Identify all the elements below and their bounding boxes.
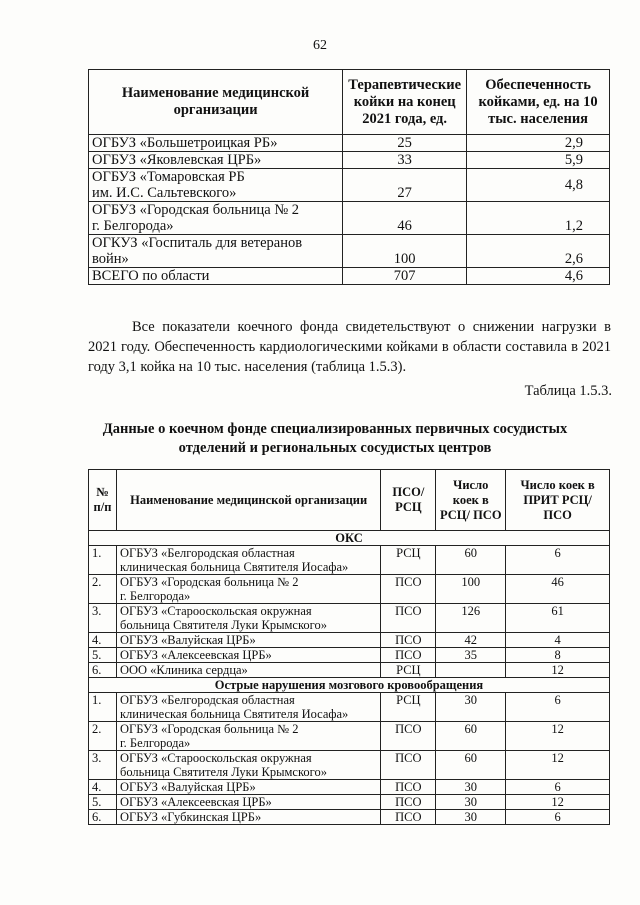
org-name (116, 546, 380, 575)
center-type: ПСО (381, 722, 436, 751)
body-paragraph: Все показатели коечного фонда свидетельствуют о снижении нагрузки в 2021 году. Обеспеченность кардиологическими койками в области составила в 2021 году 3,1 койка на 10 тыс. населения (таблица 1.5.3). (88, 319, 611, 375)
header-rate: Обеспеченность койками, ед. на 10 тыс. населения (467, 70, 610, 135)
org-name-line2: им. И.С. Сальтевского» (92, 185, 237, 201)
table-title-line1: Данные о коечном фонде специализированных первичных сосудистых (102, 421, 568, 437)
row-number: 3. (89, 604, 117, 633)
org-name-line1: ОГБУЗ «Городская больница № 2 (92, 202, 300, 218)
beds-value: 100 (436, 575, 506, 604)
org-name (116, 722, 380, 751)
table-row (89, 152, 610, 169)
section-title: Острые нарушения мозгового кровообращения (89, 678, 610, 693)
org-name (116, 810, 380, 825)
table-title-line2: отделений и региональных сосудистых центров (178, 440, 492, 456)
table-header-row (89, 470, 610, 531)
icu-beds-value: 6 (506, 810, 610, 825)
row-number: 4. (89, 633, 117, 648)
center-type: ПСО (381, 795, 436, 810)
center-type: РСЦ (381, 546, 436, 575)
org-name: ОГБУЗ «Яковлевская ЦРБ» (89, 152, 343, 169)
table-row (89, 202, 610, 235)
org-name-line1: ООО «Клиника сердца» (119, 663, 248, 677)
icu-beds-value: 12 (506, 722, 610, 751)
org-name-line1: ОГБУЗ «Городская больница № 2 (119, 722, 299, 736)
org-name-line1: ОГКУЗ «Госпиталь для ветеранов (92, 235, 303, 251)
org-name-line1: ОГБУЗ «Валуйская ЦРБ» (119, 780, 256, 794)
org-name (89, 169, 343, 202)
table-row-total (89, 268, 610, 285)
center-type: РСЦ (381, 663, 436, 678)
org-name-line1: ОГБУЗ «Томаровская РБ (92, 169, 245, 185)
row-number: 4. (89, 780, 117, 795)
center-type: ПСО (381, 780, 436, 795)
beds-value: 100 (343, 235, 467, 268)
rate-value: 5,9 (467, 152, 610, 169)
table-header-row (89, 70, 610, 135)
header-icu: Число коек в ПРИТ РСЦ/ПСО (506, 470, 610, 531)
icu-beds-value: 46 (506, 575, 610, 604)
org-name (116, 663, 380, 678)
rate-value: 4,8 (467, 169, 610, 202)
section-row (89, 531, 610, 546)
beds-value: 46 (343, 202, 467, 235)
row-number: 5. (89, 648, 117, 663)
icu-beds-value: 12 (506, 795, 610, 810)
icu-beds-value: 12 (506, 751, 610, 780)
page-number: 62 (313, 38, 327, 53)
table-row (89, 663, 610, 678)
table-body (89, 531, 610, 825)
table-row (89, 546, 610, 575)
table-row (89, 780, 610, 795)
row-number: 6. (89, 663, 117, 678)
org-name-line2: г. Белгорода» (119, 736, 191, 750)
rate-value: 1,2 (467, 202, 610, 235)
org-name-line2: больница Святителя Луки Крымского» (119, 618, 327, 632)
org-name (89, 235, 343, 268)
org-name-line1: ОГБУЗ «Алексеевская ЦРБ» (119, 795, 272, 809)
org-name (116, 604, 380, 633)
beds-value: 33 (343, 152, 467, 169)
org-name (89, 202, 343, 235)
org-name-line2: клиническая больница Святителя Иосафа» (119, 707, 349, 721)
row-number: 6. (89, 810, 117, 825)
org-name-line1: ОГБУЗ «Белгородская областная (119, 546, 295, 560)
table-label: Таблица 1.5.3. (524, 383, 612, 399)
header-org: Наименование медицинской организации (89, 70, 343, 135)
center-type: ПСО (381, 810, 436, 825)
org-name (116, 693, 380, 722)
beds-value (436, 663, 506, 678)
org-name (116, 633, 380, 648)
center-type: РСЦ (381, 693, 436, 722)
org-name-line2: г. Белгорода» (92, 218, 174, 234)
table-row (89, 795, 610, 810)
center-type: ПСО (381, 604, 436, 633)
row-number: 2. (89, 575, 117, 604)
table-title (70, 420, 600, 458)
row-number: 3. (89, 751, 117, 780)
beds-value: 25 (343, 135, 467, 152)
org-name-line2: клиническая больница Святителя Иосафа» (119, 560, 349, 574)
center-type: ПСО (381, 648, 436, 663)
icu-beds-value: 12 (506, 663, 610, 678)
section-title: ОКС (89, 531, 610, 546)
icu-beds-value: 6 (506, 546, 610, 575)
org-name (116, 795, 380, 810)
beds-value: 42 (436, 633, 506, 648)
org-name-line1: ОГБУЗ «Городская больница № 2 (119, 575, 299, 589)
org-name (116, 648, 380, 663)
section-row (89, 678, 610, 693)
beds-value: 30 (436, 810, 506, 825)
org-name-line2: г. Белгорода» (119, 589, 191, 603)
header-type: ПСО/ РСЦ (381, 470, 436, 531)
header-num: № п/п (89, 470, 117, 531)
table-row (89, 810, 610, 825)
org-name-line1: ОГБУЗ «Губкинская ЦРБ» (119, 810, 262, 824)
table-row (89, 575, 610, 604)
table-row (89, 604, 610, 633)
table-row (89, 751, 610, 780)
icu-beds-value: 61 (506, 604, 610, 633)
table-row (89, 169, 610, 202)
center-type: ПСО (381, 751, 436, 780)
header-beds: Число коек в РСЦ/ ПСО (436, 470, 506, 531)
icu-beds-value: 6 (506, 693, 610, 722)
rate-value: 2,9 (467, 135, 610, 152)
icu-beds-value: 8 (506, 648, 610, 663)
header-beds: Терапевтические койки на конец 2021 года, ед. (343, 70, 467, 135)
rate-value: 4,6 (467, 268, 610, 285)
org-name-line1: ОГБУЗ «Старооскольская окружная (119, 604, 312, 618)
icu-beds-value: 6 (506, 780, 610, 795)
org-name (116, 575, 380, 604)
org-name: ВСЕГО по области (89, 268, 343, 285)
org-name (116, 780, 380, 795)
table-row (89, 235, 610, 268)
table-row (89, 722, 610, 751)
org-name-line1: ОГБУЗ «Старооскольская окружная (119, 751, 312, 765)
row-number: 1. (89, 546, 117, 575)
beds-value: 30 (436, 780, 506, 795)
beds-value: 35 (436, 648, 506, 663)
table-row (89, 648, 610, 663)
row-number: 5. (89, 795, 117, 810)
beds-value: 60 (436, 722, 506, 751)
org-name-line1: ОГБУЗ «Алексеевская ЦРБ» (119, 648, 272, 662)
beds-value: 27 (343, 169, 467, 202)
beds-value: 30 (436, 693, 506, 722)
org-name-line1: ОГБУЗ «Белгородская областная (119, 693, 295, 707)
beds-value: 707 (343, 268, 467, 285)
center-type: ПСО (381, 575, 436, 604)
beds-value: 126 (436, 604, 506, 633)
table-row (89, 633, 610, 648)
icu-beds-value: 4 (506, 633, 610, 648)
header-org: Наименование медицинской организации (116, 470, 380, 531)
beds-value: 60 (436, 546, 506, 575)
org-name (116, 751, 380, 780)
org-name-line2: больница Святителя Луки Крымского» (119, 765, 327, 779)
beds-value: 60 (436, 751, 506, 780)
row-number: 2. (89, 722, 117, 751)
row-number: 1. (89, 693, 117, 722)
beds-table (88, 69, 610, 285)
table-row (89, 693, 610, 722)
center-type: ПСО (381, 633, 436, 648)
table-row (89, 135, 610, 152)
rate-value: 2,6 (467, 235, 610, 268)
vascular-centers-table (88, 469, 610, 825)
org-name-line1: ОГБУЗ «Валуйская ЦРБ» (119, 633, 256, 647)
org-name-line2: войн» (92, 251, 129, 267)
beds-value: 30 (436, 795, 506, 810)
org-name: ОГБУЗ «Большетроицкая РБ» (89, 135, 343, 152)
